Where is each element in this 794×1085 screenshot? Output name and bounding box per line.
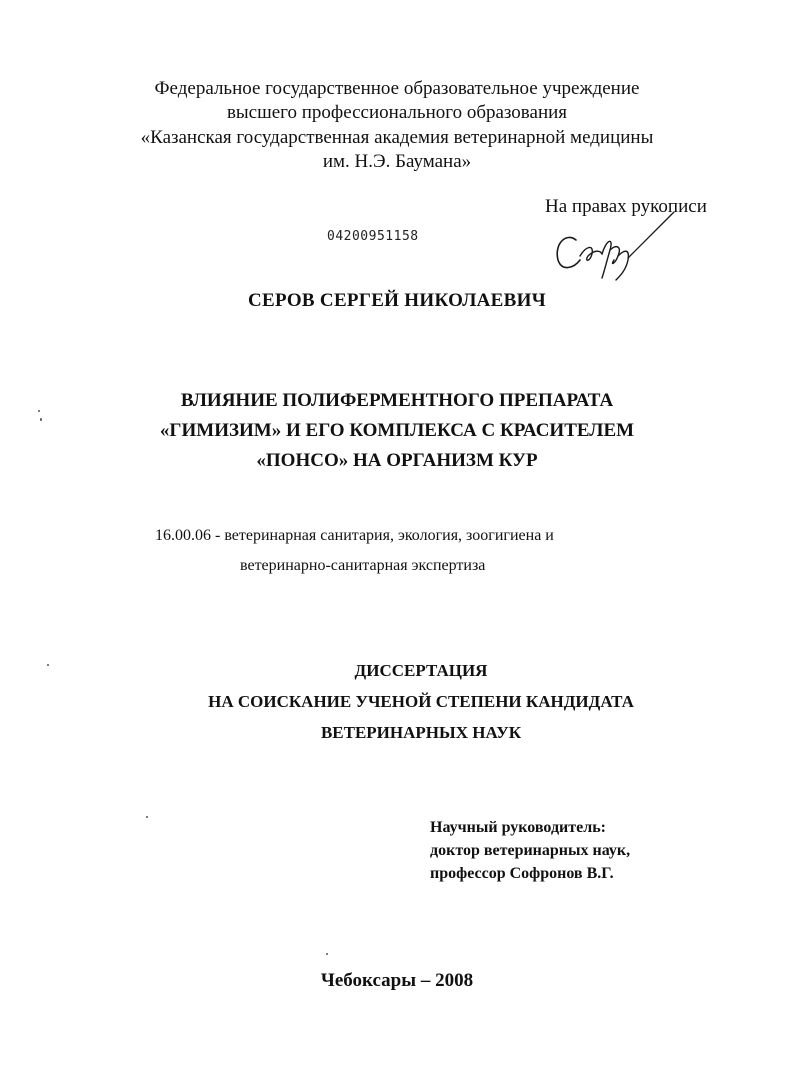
author-name: СЕРОВ СЕРГЕЙ НИКОЛАЕВИЧ: [248, 290, 546, 311]
institution-line-2: высшего профессионального образования: [226, 102, 568, 123]
registration-code: 04200951158: [327, 229, 419, 244]
dissertation-line-2: НА СОИСКАНИЕ УЧЕНОЙ СТЕПЕНИ КАНДИДАТА: [208, 692, 634, 711]
scan-speck: [326, 953, 328, 955]
institution-line-1: Федеральное государственное образовательное учреждение: [154, 78, 640, 99]
scan-speck: [38, 410, 40, 412]
title-line-2: «ГИМИЗИМ» И ЕГО КОМПЛЕКСА С КРАСИТЕЛЕМ: [159, 420, 635, 441]
specialty-line-2: ветеринарно-санитарная экспертиза: [240, 557, 486, 574]
institution-line-4: им. Н.Э. Баумана»: [322, 151, 472, 172]
scan-speck: [146, 816, 148, 818]
dissertation-line-1: ДИССЕРТАЦИЯ: [354, 661, 488, 680]
supervisor-line-1: Научный руководитель:: [430, 819, 606, 836]
title-line-1: ВЛИЯНИЕ ПОЛИФЕРМЕНТНОГО ПРЕПАРАТА: [180, 390, 614, 411]
dissertation-line-3: ВЕТЕРИНАРНЫХ НАУК: [320, 723, 522, 742]
supervisor-line-3: профессор Софронов В.Г.: [430, 865, 614, 882]
title-line-3: «ПОНСО» НА ОРГАНИЗМ КУР: [256, 450, 538, 471]
signature-image: [548, 210, 678, 282]
institution-line-3: «Казанская государственная академия ветеринарной медицины: [140, 127, 654, 148]
scan-speck: [40, 418, 42, 421]
specialty-line-1: 16.00.06 - ветеринарная санитария, экология, зоогигиена и: [155, 527, 554, 544]
supervisor-line-2: доктор ветеринарных наук,: [430, 842, 631, 859]
city-year: Чебоксары – 2008: [320, 970, 474, 991]
scan-speck: [47, 664, 49, 666]
manuscript-note: На правах рукописи: [545, 196, 707, 217]
